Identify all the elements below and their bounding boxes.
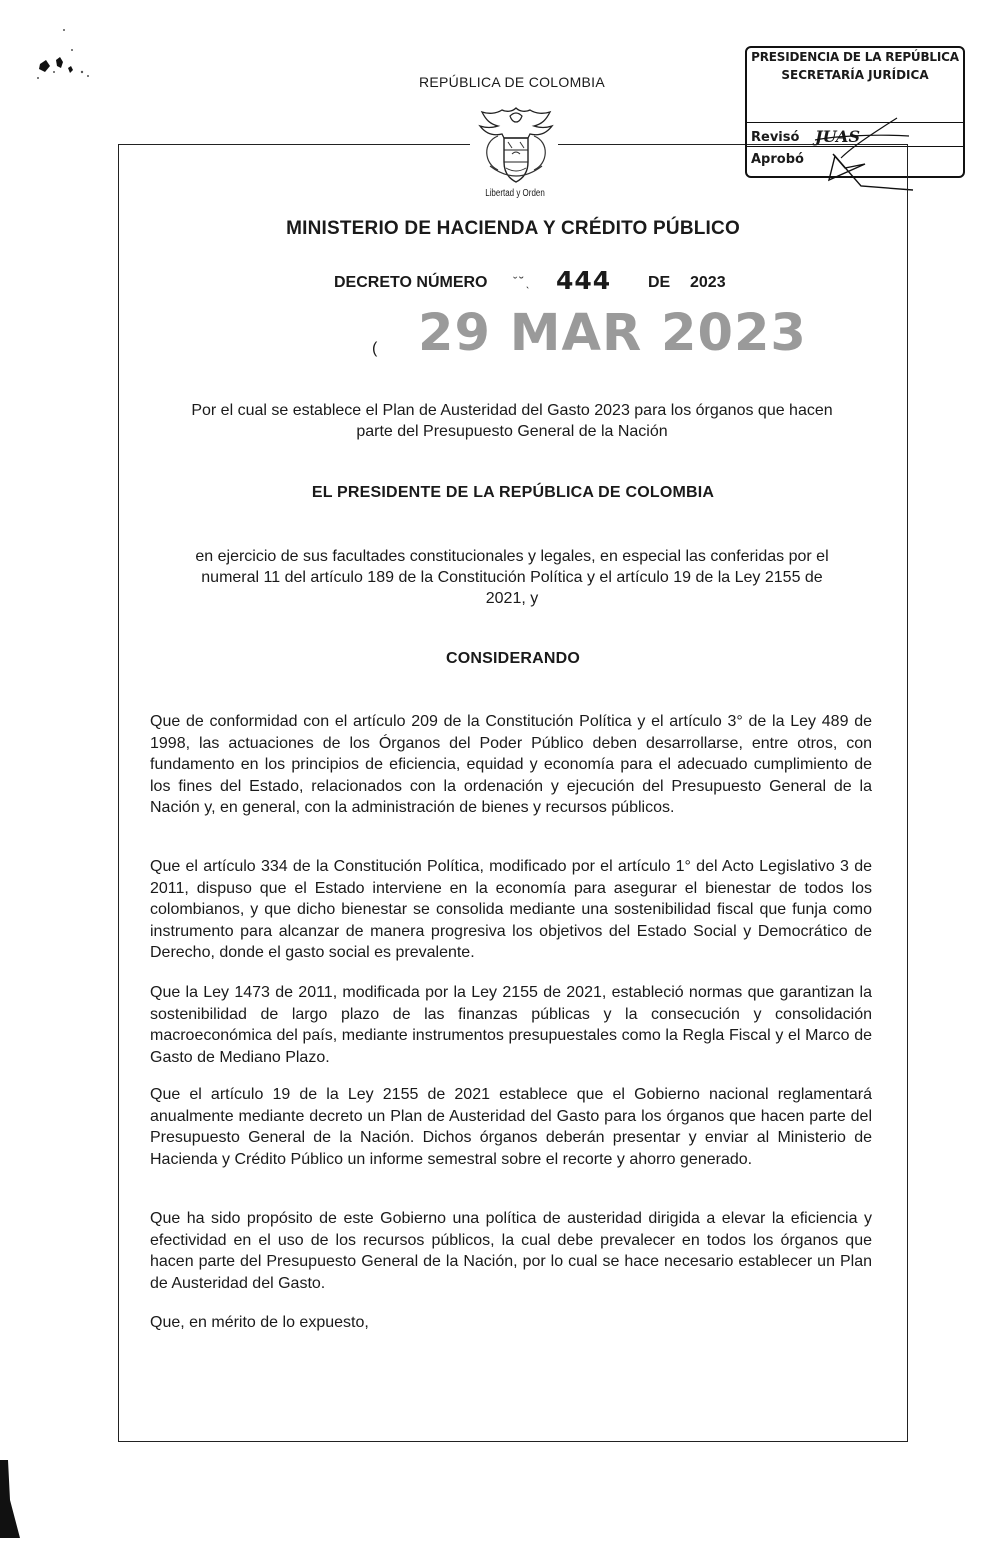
considering-paragraph <box>150 856 872 964</box>
powers-line1: en ejercicio de sus facultades constitucionales y legales, en especial las conferidas por el <box>195 548 829 565</box>
stamp-title-line2: SECRETARÍA JURÍDICA <box>781 68 929 82</box>
coat-of-arms-icon <box>476 106 556 190</box>
decree-subject <box>140 400 884 442</box>
frame-bottom <box>118 1441 908 1442</box>
decree-number-label: DECRETO NÚMERO <box>334 274 488 291</box>
frame-top-left <box>118 144 470 145</box>
paragraph-text: Que la Ley 1473 de 2011, modificada por la Ley 2155 de 2021, estableció normas que garantizan la sostenibilidad de largo plazo de las finanzas públicas y la consecución y consolidación macroeconómica del país, mediante instrumentos presupuestales como la Regla Fiscal y el Marco de Gasto de Mediano Plazo. <box>150 984 872 1066</box>
decree-subject-line1: Por el cual se establece el Plan de Austeridad del Gasto 2023 para los órganos que hacen <box>191 402 833 419</box>
decree-subject-line2: parte del Presupuesto General de la Nación <box>356 423 668 440</box>
decree-number: 444 <box>556 266 612 295</box>
scan-edge-shadow <box>0 1460 22 1538</box>
powers-statement <box>140 546 884 609</box>
paragraph-text: Que de conformidad con el artículo 209 de la Constitución Política y el artículo 3° de la Ley 489 de 1998, las actuaciones de los Órganos del Poder Público deben desarrollarse, entre otros, con fundamento en los principios de eficiencia, equidad y economía para el adecuado cumplimiento de los fines del Estado, relacionados con la ordenación y ejecución del Presupuesto General de la Nación y, en general, con la administración de bienes y recursos públicos. <box>150 713 872 816</box>
paragraph-text: Que el artículo 334 de la Constitución Política, modificado por el artículo 1° del Acto Legislativo 3 de 2011, dispuso que el Estado interviene en la economía para asegurar el bienestar de todos los colombianos, y que dicho bienestar se consolida mediante una sostenibilidad fiscal que funja como instrumento para alcanzar de manera progresiva los objetivos del Estado Social y Democrático de Derecho, donde el gasto social es prevalente. <box>150 858 872 961</box>
paragraph-text: Que, en mérito de lo expuesto, <box>150 1314 369 1331</box>
considering-paragraph <box>150 1312 872 1334</box>
powers-line3: 2021, y <box>485 590 539 607</box>
date-stamp: 29 MAR 2023 <box>418 304 807 363</box>
paragraph-text: Que el artículo 19 de la Ley 2155 de 2021 establece que el Gobierno nacional reglamentará anualmente mediante decreto un Plan de Austeridad del Gasto para los órganos que hacen parte del Presupuesto General de la Nación. Dichos órganos deberán presentar y enviar al Ministerio de Hacienda y Crédito Público un informe semestral sobre el recorte y ahorro generado. <box>150 1086 872 1168</box>
powers-line2: numeral 11 del artículo 189 de la Constitución Política y el artículo 19 de la Ley 2155 de <box>201 569 823 586</box>
frame-right-end <box>907 144 908 1442</box>
stamp-title-line1: PRESIDENCIA DE LA REPÚBLICA <box>751 50 959 64</box>
considering-paragraph <box>150 982 872 1068</box>
considering-paragraph <box>150 1208 872 1294</box>
country-name-text: REPÚBLICA DE COLOMBIA <box>418 74 606 90</box>
date-open-paren: ( <box>372 340 378 357</box>
ministry-name: MINISTERIO DE HACIENDA Y CRÉDITO PÚBLICO <box>286 218 740 239</box>
considering-paragraph <box>150 711 872 819</box>
stamp-approved-label: Aprobó <box>751 152 804 167</box>
frame-left-end <box>118 144 119 1442</box>
paragraph-text: Que ha sido propósito de este Gobierno una política de austeridad dirigida a elevar la eficiencia y efectividad en el uso de los recursos públicos, la cual debe prevalecer en todos los órganos que hacen parte del Presupuesto General de la Nación, por lo cual se hace necesario establecer un Plan de Austeridad del Gasto. <box>150 1210 872 1292</box>
decree-year: 2023 <box>690 274 726 291</box>
signature-mark <box>805 106 915 196</box>
review-stamp <box>745 46 965 178</box>
decree-of-label: DE <box>648 274 671 291</box>
stamp-reviewed-label: Revisó <box>751 130 800 145</box>
authority-heading: EL PRESIDENTE DE LA REPÚBLICA DE COLOMBIA <box>311 484 715 501</box>
decree-number-marks: ˇ˘ˎ <box>513 274 532 289</box>
considering-heading: CONSIDERANDO <box>446 650 580 667</box>
motto: Libertad y Orden <box>485 188 545 199</box>
stamp-reviewed-initials: JUAS <box>815 127 860 146</box>
considering-paragraph <box>150 1084 872 1170</box>
